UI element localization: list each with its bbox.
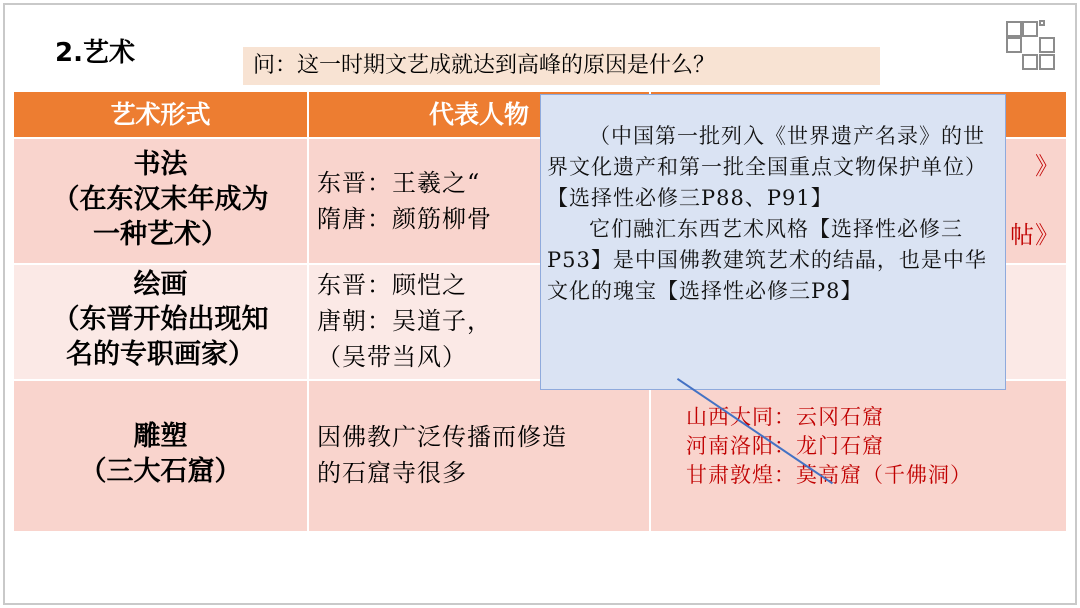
table-row — [14, 381, 1066, 531]
decorative-square — [1039, 54, 1055, 70]
art-form-note: 名的专职画家） — [66, 339, 255, 370]
decorative-square — [1022, 21, 1038, 37]
art-form-name: 雕塑 — [133, 421, 188, 452]
art-form-cell — [14, 139, 307, 263]
person-line: 因佛教广泛传播而修造 — [317, 423, 567, 451]
decorative-square — [1006, 21, 1022, 37]
decorative-square — [1022, 54, 1038, 70]
art-form-note: 一种艺术） — [93, 219, 228, 250]
person-line: 的石窟寺很多 — [317, 459, 467, 487]
decorative-square — [1039, 37, 1055, 53]
person-line: 唐朝：吴道子， — [317, 307, 492, 335]
art-form-note: （东晋开始出现知 — [52, 304, 269, 335]
person-line: 东晋：王羲之“ — [317, 169, 481, 197]
person-line: 隋唐：颜筋柳骨 — [317, 205, 492, 233]
header-representatives: 代表人物 — [428, 100, 529, 129]
person-line: （吴带当风） — [317, 343, 467, 371]
work-line: 帖》 — [1010, 221, 1060, 249]
art-form-note: （在东汉末年成为 — [52, 184, 269, 215]
work-line: 甘肃敦煌：莫高窟（千佛洞） — [686, 463, 972, 487]
art-form-name: 绘画 — [133, 269, 188, 300]
people-cell — [309, 381, 649, 531]
decorative-square — [1039, 20, 1045, 26]
person-line: 东晋：顾恺之 — [317, 271, 467, 299]
work-line: 山西大同：云冈石窟 — [686, 405, 884, 429]
annotation-callout — [540, 94, 1006, 390]
art-form-cell — [14, 265, 307, 379]
callout-paragraph: （中国第一批列入《世界遗产名录》的世界文化遗产和第一批全国重点文物保护单位）【选择性必修三P88、P91】 — [547, 124, 987, 210]
decorative-square — [1006, 37, 1022, 53]
question-box: 问：这一时期文艺成就达到高峰的原因是什么？ — [243, 47, 880, 85]
section-title: 2.艺术 — [55, 38, 135, 68]
work-line: 》 — [1035, 152, 1060, 180]
art-form-cell — [14, 381, 307, 531]
work-line: 河南洛阳：龙门石窟 — [686, 434, 884, 458]
callout-paragraph: 它们融汇东西艺术风格【选择性必修三P53】是中国佛教建筑艺术的结晶，也是中华文化的瑰宝【选择性必修三P8】 — [547, 217, 987, 303]
art-form-note: （三大石窟） — [79, 456, 242, 487]
header-art-form: 艺术形式 — [110, 100, 211, 129]
art-form-name: 书法 — [133, 149, 188, 180]
